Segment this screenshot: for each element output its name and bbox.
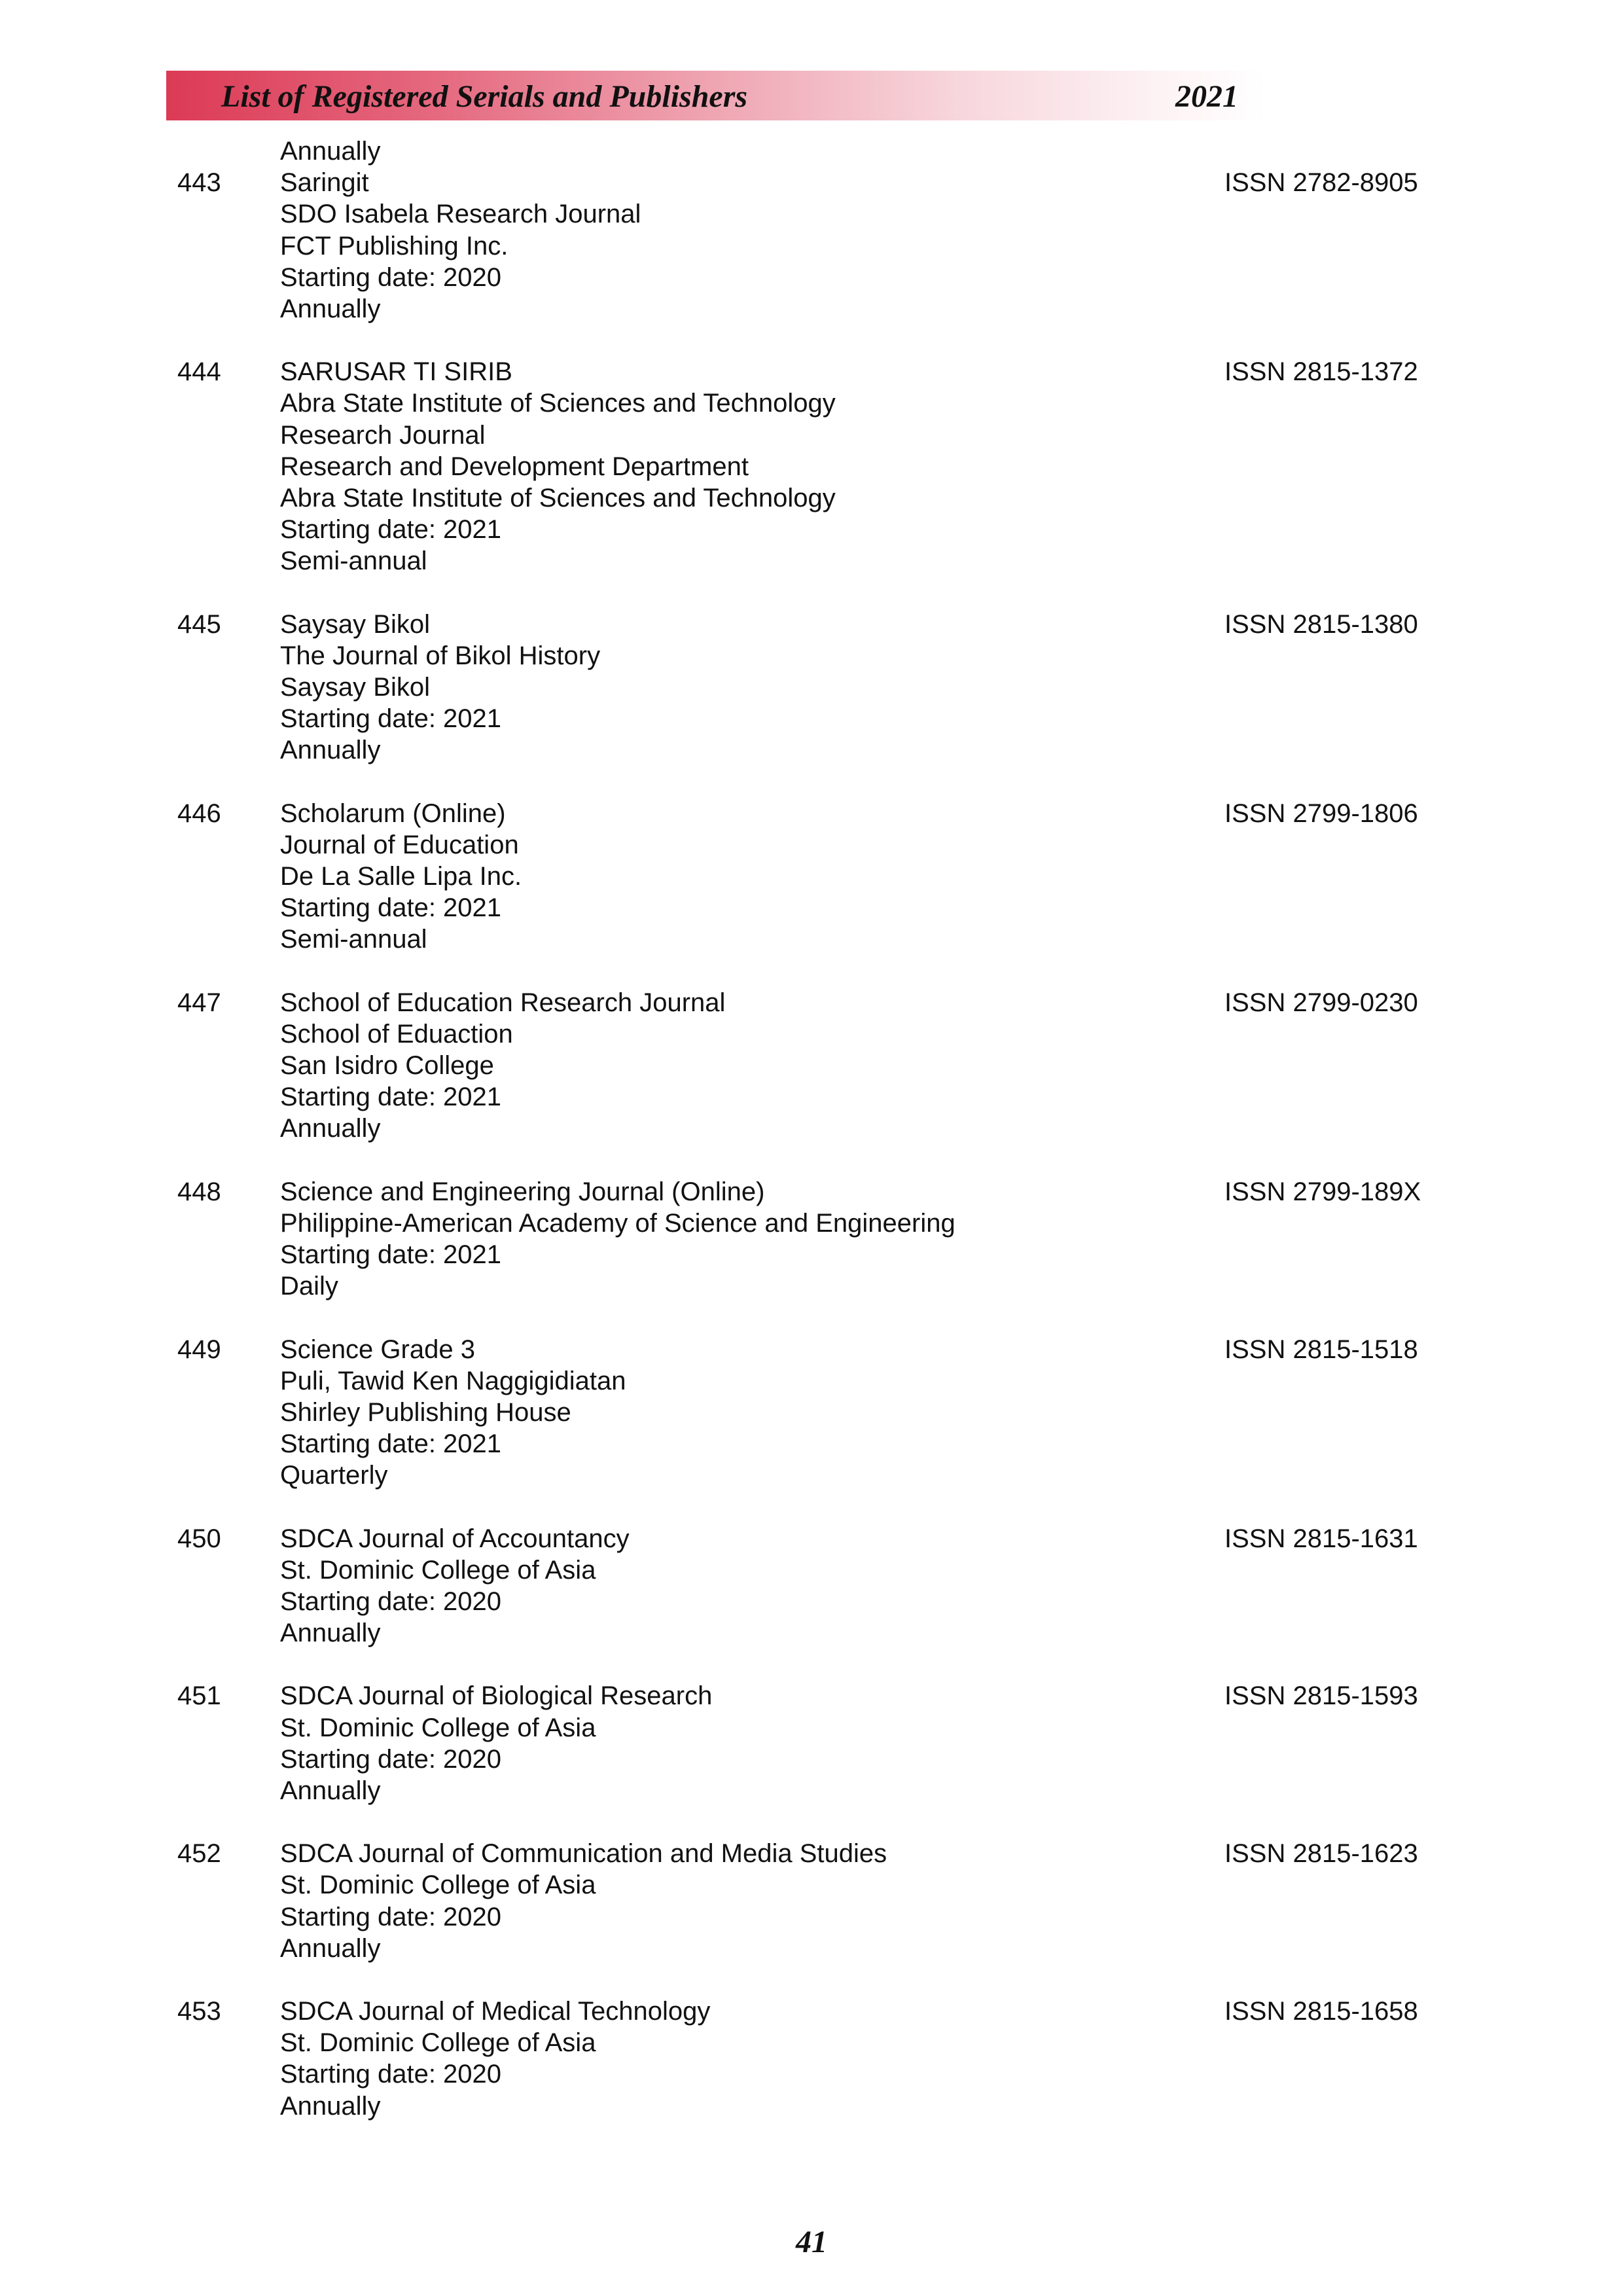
entry-number: 449 (177, 1335, 221, 1364)
entry-detail-line: Annually (280, 1776, 381, 1805)
serial-title: SARUSAR TI SIRIB (280, 357, 512, 387)
entry-detail-line: Starting date: 2021 (280, 1083, 502, 1112)
entry-detail-line: Starting date: 2020 (280, 262, 502, 292)
entry-detail-line: Starting date: 2020 (280, 1902, 502, 1931)
issn-number: ISSN 2815-1658 (1224, 1996, 1418, 2026)
entry-detail-line: Daily (280, 1272, 338, 1301)
serial-entry (0, 1680, 1623, 1806)
serial-title: Scholarum (Online) (280, 798, 506, 828)
entry-number: 450 (177, 1524, 221, 1553)
serial-title: Saysay Bikol (280, 609, 430, 639)
serial-title: Saringit (280, 168, 369, 198)
entry-number: 448 (177, 1177, 221, 1206)
entry-detail-line: The Journal of Bikol History (280, 641, 601, 670)
entry-detail-line: Research Journal (280, 420, 486, 450)
entry-number: 452 (177, 1839, 221, 1869)
entry-detail-line: Starting date: 2021 (280, 1240, 502, 1270)
entry-detail-line: Abra State Institute of Sciences and Technology (280, 389, 836, 418)
continued-frequency: Annually (280, 137, 381, 166)
page-number: 41 (796, 2225, 827, 2259)
entry-number: 445 (177, 609, 221, 639)
issn-number: ISSN 2815-1372 (1224, 357, 1418, 387)
entry-number: 443 (177, 168, 221, 198)
entry-detail-line: Research and Development Department (280, 452, 749, 481)
serial-entry (0, 1523, 1623, 1649)
serial-entry (0, 1996, 1623, 2122)
serial-entry (0, 356, 1623, 577)
serials-list (0, 135, 1623, 2153)
entry-detail-line: Abra State Institute of Sciences and Technology (280, 484, 836, 513)
entry-detail-line: St. Dominic College of Asia (280, 2028, 596, 2058)
entry-detail-line: Quarterly (280, 1461, 388, 1490)
entry-detail-line: Starting date: 2021 (280, 515, 502, 545)
entry-detail-line: Annually (280, 736, 381, 765)
entry-details (280, 1176, 1170, 1302)
entry-detail-line: St. Dominic College of Asia (280, 1871, 596, 1900)
entry-details (280, 356, 1170, 577)
entry-detail-line: Philippine-American Academy of Science and Engineering (280, 1208, 955, 1238)
entry-details (280, 798, 1170, 956)
entry-details (280, 1680, 1170, 1806)
entry-number: 447 (177, 988, 221, 1017)
issn-number: ISSN 2799-1806 (1224, 798, 1418, 828)
entry-details (280, 1523, 1170, 1649)
serial-entry (0, 1176, 1623, 1302)
entry-detail-line: Starting date: 2021 (280, 1429, 502, 1459)
entry-detail-line: Journal of Education (280, 830, 519, 859)
entry-number: 451 (177, 1681, 221, 1711)
entry-detail-line: Starting date: 2020 (280, 1587, 502, 1616)
page-header-year: 2021 (1175, 79, 1238, 114)
entry-detail-line: Semi-annual (280, 547, 427, 576)
entry-detail-line: St. Dominic College of Asia (280, 1713, 596, 1742)
entry-details (280, 1996, 1170, 2122)
serial-entry (0, 1334, 1623, 1492)
entry-detail-line: St. Dominic College of Asia (280, 1555, 596, 1585)
entry-detail-line: School of Eduaction (280, 1019, 513, 1049)
issn-number: ISSN 2815-1380 (1224, 609, 1418, 639)
entry-detail-line: Annually (280, 1619, 381, 1648)
entry-detail-line: Starting date: 2021 (280, 704, 502, 734)
serial-entry (0, 1838, 1623, 1964)
entry-number: 444 (177, 357, 221, 387)
entry-details (280, 167, 1170, 325)
entry-detail-line: FCT Publishing Inc. (280, 231, 508, 260)
entry-detail-line: Starting date: 2020 (280, 1744, 502, 1774)
entry-detail-line: Puli, Tawid Ken Naggigidiatan (280, 1366, 626, 1395)
serial-title: Science Grade 3 (280, 1335, 475, 1364)
entry-detail-line: SDO Isabela Research Journal (280, 200, 641, 229)
serial-title: SDCA Journal of Communication and Media Studies (280, 1839, 887, 1869)
entry-detail-line: Saysay Bikol (280, 673, 430, 702)
entry-number: 453 (177, 1996, 221, 2026)
entry-detail-line: Starting date: 2021 (280, 893, 502, 923)
entry-detail-line: Annually (280, 1114, 381, 1143)
entry-details (280, 609, 1170, 766)
entry-detail-line: Annually (280, 2091, 381, 2121)
page-header-title: List of Registered Serials and Publishers (221, 79, 748, 114)
serial-entry (0, 798, 1623, 956)
issn-number: ISSN 2799-189X (1224, 1177, 1421, 1206)
serial-entry (0, 167, 1623, 325)
entry-detail-line: Shirley Publishing House (280, 1397, 571, 1427)
entry-detail-line: San Isidro College (280, 1051, 494, 1081)
entry-detail-line: De La Salle Lipa Inc. (280, 862, 522, 891)
issn-number: ISSN 2815-1623 (1224, 1839, 1418, 1869)
entry-detail-line: Starting date: 2020 (280, 2060, 502, 2089)
serial-title: School of Education Research Journal (280, 988, 726, 1017)
issn-number: ISSN 2782-8905 (1224, 168, 1418, 198)
entry-details (280, 1838, 1170, 1964)
issn-number: ISSN 2815-1593 (1224, 1681, 1418, 1711)
serial-entry (0, 987, 1623, 1145)
entry-detail-line: Annually (280, 1933, 381, 1963)
issn-number: ISSN 2815-1518 (1224, 1335, 1418, 1364)
entry-details (280, 1334, 1170, 1492)
serial-title: SDCA Journal of Medical Technology (280, 1996, 711, 2026)
continued-entry (0, 135, 1623, 167)
serial-title: SDCA Journal of Accountancy (280, 1524, 630, 1553)
entry-detail-line: Semi-annual (280, 925, 427, 954)
issn-number: ISSN 2815-1631 (1224, 1524, 1418, 1553)
issn-number: ISSN 2799-0230 (1224, 988, 1418, 1017)
entry-details (280, 987, 1170, 1145)
serial-title: SDCA Journal of Biological Research (280, 1681, 713, 1711)
serial-title: Science and Engineering Journal (Online) (280, 1177, 765, 1206)
entry-detail-line: Annually (280, 295, 381, 324)
serial-entry (0, 609, 1623, 766)
entry-number: 446 (177, 798, 221, 828)
